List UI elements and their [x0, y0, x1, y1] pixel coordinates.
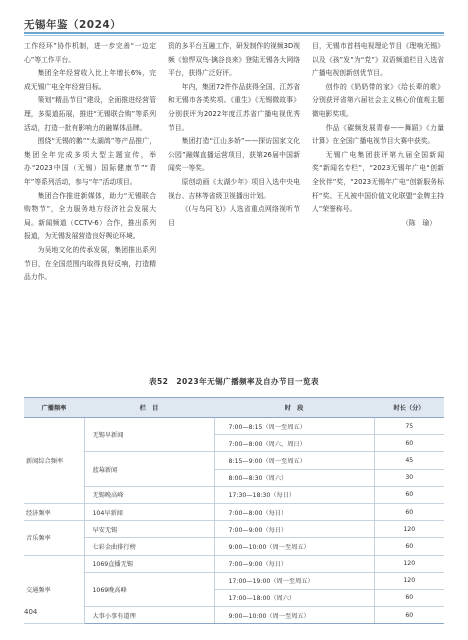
- program-cell: 蓝莓新闻: [84, 452, 214, 486]
- paragraph: 目，无锡市首档电视理论节目《理响无锡》以及《孩”发”为“党”》双语频道栏目入选省广播电视创新创优节目。: [312, 42, 444, 78]
- time-cell: 8:15—9:00（周一至周五）: [214, 452, 374, 469]
- duration-cell: 60: [374, 538, 444, 555]
- program-cell: 大事小事有道理: [84, 607, 214, 624]
- duration-cell: 60: [374, 607, 444, 624]
- frequency-cell: 音乐频率: [24, 521, 84, 555]
- program-cell: 1069直播无锡: [84, 555, 214, 572]
- broadcast-schedule-table: [24, 397, 444, 624]
- paragraph: 集团合作推进新媒体，助力“无锡联合购物节”，全力服务地方经济社会发展大局。新闻频道（CCTV-6）合作，推出系列报道，为无锡发展营造良好舆论环境。: [24, 191, 156, 241]
- frequency-cell: 新闻综合频率: [24, 418, 84, 504]
- time-cell: 9:00—10:00（周一至周五）: [214, 607, 374, 624]
- duration-cell: 60: [374, 589, 444, 606]
- time-cell: 8:00—8:30（周六）: [214, 469, 374, 486]
- paragraph: 工作经环”协作机制，进一步完善“一边定心”等工作平台。: [24, 42, 156, 64]
- duration-cell: 120: [374, 555, 444, 572]
- paragraph: 创作的《奶奶带的家》《给长辈的歌》分别获评省第六届社会主义核心价值观主题微电影奖项。: [312, 82, 444, 118]
- table-row: [24, 521, 444, 538]
- header-rule: [24, 32, 444, 34]
- time-cell: 17:00—18:00（周六）: [214, 589, 374, 606]
- duration-cell: 60: [374, 486, 444, 503]
- time-cell: 9:00—10:00（周一至周五）: [214, 538, 374, 555]
- duration-cell: 60: [374, 503, 444, 520]
- paragraph: 《(与鸟同飞)》人选省重点网络视听节目: [168, 205, 300, 227]
- paragraph: 集团打造“江山多娇”——探访国家文化公园”融媒直播运营项目，获第26届中国新闻奖一等奖。: [168, 137, 300, 173]
- header-frequency: 广播频率: [24, 398, 84, 418]
- table-row: [24, 607, 444, 624]
- duration-cell: 75: [374, 418, 444, 435]
- table-row: [24, 452, 444, 469]
- paragraph: 为吴地文化的传承发展，集团推出系列节目，在全国范围内取得良好反响，打造精品力作。: [24, 245, 156, 282]
- body-column-1: [24, 40, 156, 285]
- paragraph: 原创动画《太湖少年》项目入选中央电视台、吉林等省级卫视播出计划。: [168, 177, 300, 200]
- program-cell: 无锡晚高峰: [84, 486, 214, 503]
- table-row: [24, 555, 444, 572]
- body-text-columns: [24, 40, 444, 376]
- time-cell: 17:30—18:30（每日）: [214, 486, 374, 503]
- time-cell: 7:00—8:15（周一至周五）: [214, 418, 374, 435]
- time-cell: 7:00—9:00（每日）: [214, 521, 374, 538]
- table-header-row: [24, 398, 444, 418]
- table-row: [24, 538, 444, 555]
- time-cell: 7:00—8:00（周六、周日）: [214, 435, 374, 452]
- header-time: 时 段: [214, 398, 374, 418]
- frequency-cell: 交通频率: [24, 555, 84, 624]
- paragraph: 作品《碳频发展青春——舞蹈》《力量计算》在全国广播电视节目大赛中获奖。: [312, 123, 444, 146]
- duration-cell: 30: [374, 469, 444, 486]
- paragraph: 集团全年经营收入比上年增长6%，完成无锡广电全年经营目标。: [24, 69, 156, 91]
- duration-cell: 120: [374, 521, 444, 538]
- table-caption: 表52 2023年无锡广播频率及自办节目一览表: [149, 377, 319, 386]
- time-cell: 7:00—9:00（每日）: [214, 555, 374, 572]
- paragraph: 资的多平台互融工作，研发制作的视频3D视频《惊悍双鸟·擒谷良来》登陆无锡各大网络平台，获得广泛好评。: [168, 42, 300, 78]
- table-row: [24, 486, 444, 503]
- paragraph: 年内，集团72件作品获得全国、江苏省和无锡市各类奖项。《重生》《无锡微故事》分别获评为2022年度江苏省广播电视优秀节目。: [168, 82, 300, 132]
- table-row: [24, 572, 444, 589]
- time-cell: 7:00—8:00（每日）: [214, 503, 374, 520]
- time-cell: 17:00—19:00（周一至周五）: [214, 572, 374, 589]
- program-cell: 早安无锡: [84, 521, 214, 538]
- body-column-3: [312, 40, 444, 230]
- paragraph: 围绕“无锡的鹅”“太湖鸽”等产品推广，集团全年完成多项大型主题宣传，举办“2023中国（无锡）国际健康节”“青年”等系列活动，参与“年”活动项目。: [24, 137, 156, 186]
- frequency-cell: 经济频率: [24, 503, 84, 520]
- program-cell: 七彩金曲排行榜: [84, 538, 214, 555]
- program-cell: 无锡早新闻: [84, 418, 214, 452]
- page-number: 404: [24, 608, 38, 616]
- header-rule-thin: [24, 35, 444, 36]
- table-row: [24, 418, 444, 435]
- paragraph: 无锡广电集团获评第九届全国新闻奖“新闻名专栏”，“2023无锡年广电“创新全伙伴”奖，“2023无锡年广电“创新服务标杆”奖。王凡被中国价值文化联盟“金牌主持人”荣誉称号。: [312, 150, 444, 214]
- duration-cell: 60: [374, 435, 444, 452]
- program-cell: 104早新闻: [84, 503, 214, 520]
- paragraph: 策划“精品节目”建设，全面推进经营管理，多渠道拓展，推进“无锡联合购”等系列活动，打造一批有影响力的融媒体品牌。: [24, 96, 156, 132]
- author-byline: （陈 瑜）: [402, 218, 436, 227]
- header-duration: 时长（分）: [374, 398, 444, 418]
- body-column-2: [168, 40, 300, 230]
- header-program: 栏 目: [84, 398, 214, 418]
- table-row: [24, 503, 444, 520]
- running-header-title: 无锡年鉴（2024）: [24, 19, 122, 31]
- duration-cell: 120: [374, 572, 444, 589]
- duration-cell: 45: [374, 452, 444, 469]
- program-cell: 1069晚高峰: [84, 572, 214, 606]
